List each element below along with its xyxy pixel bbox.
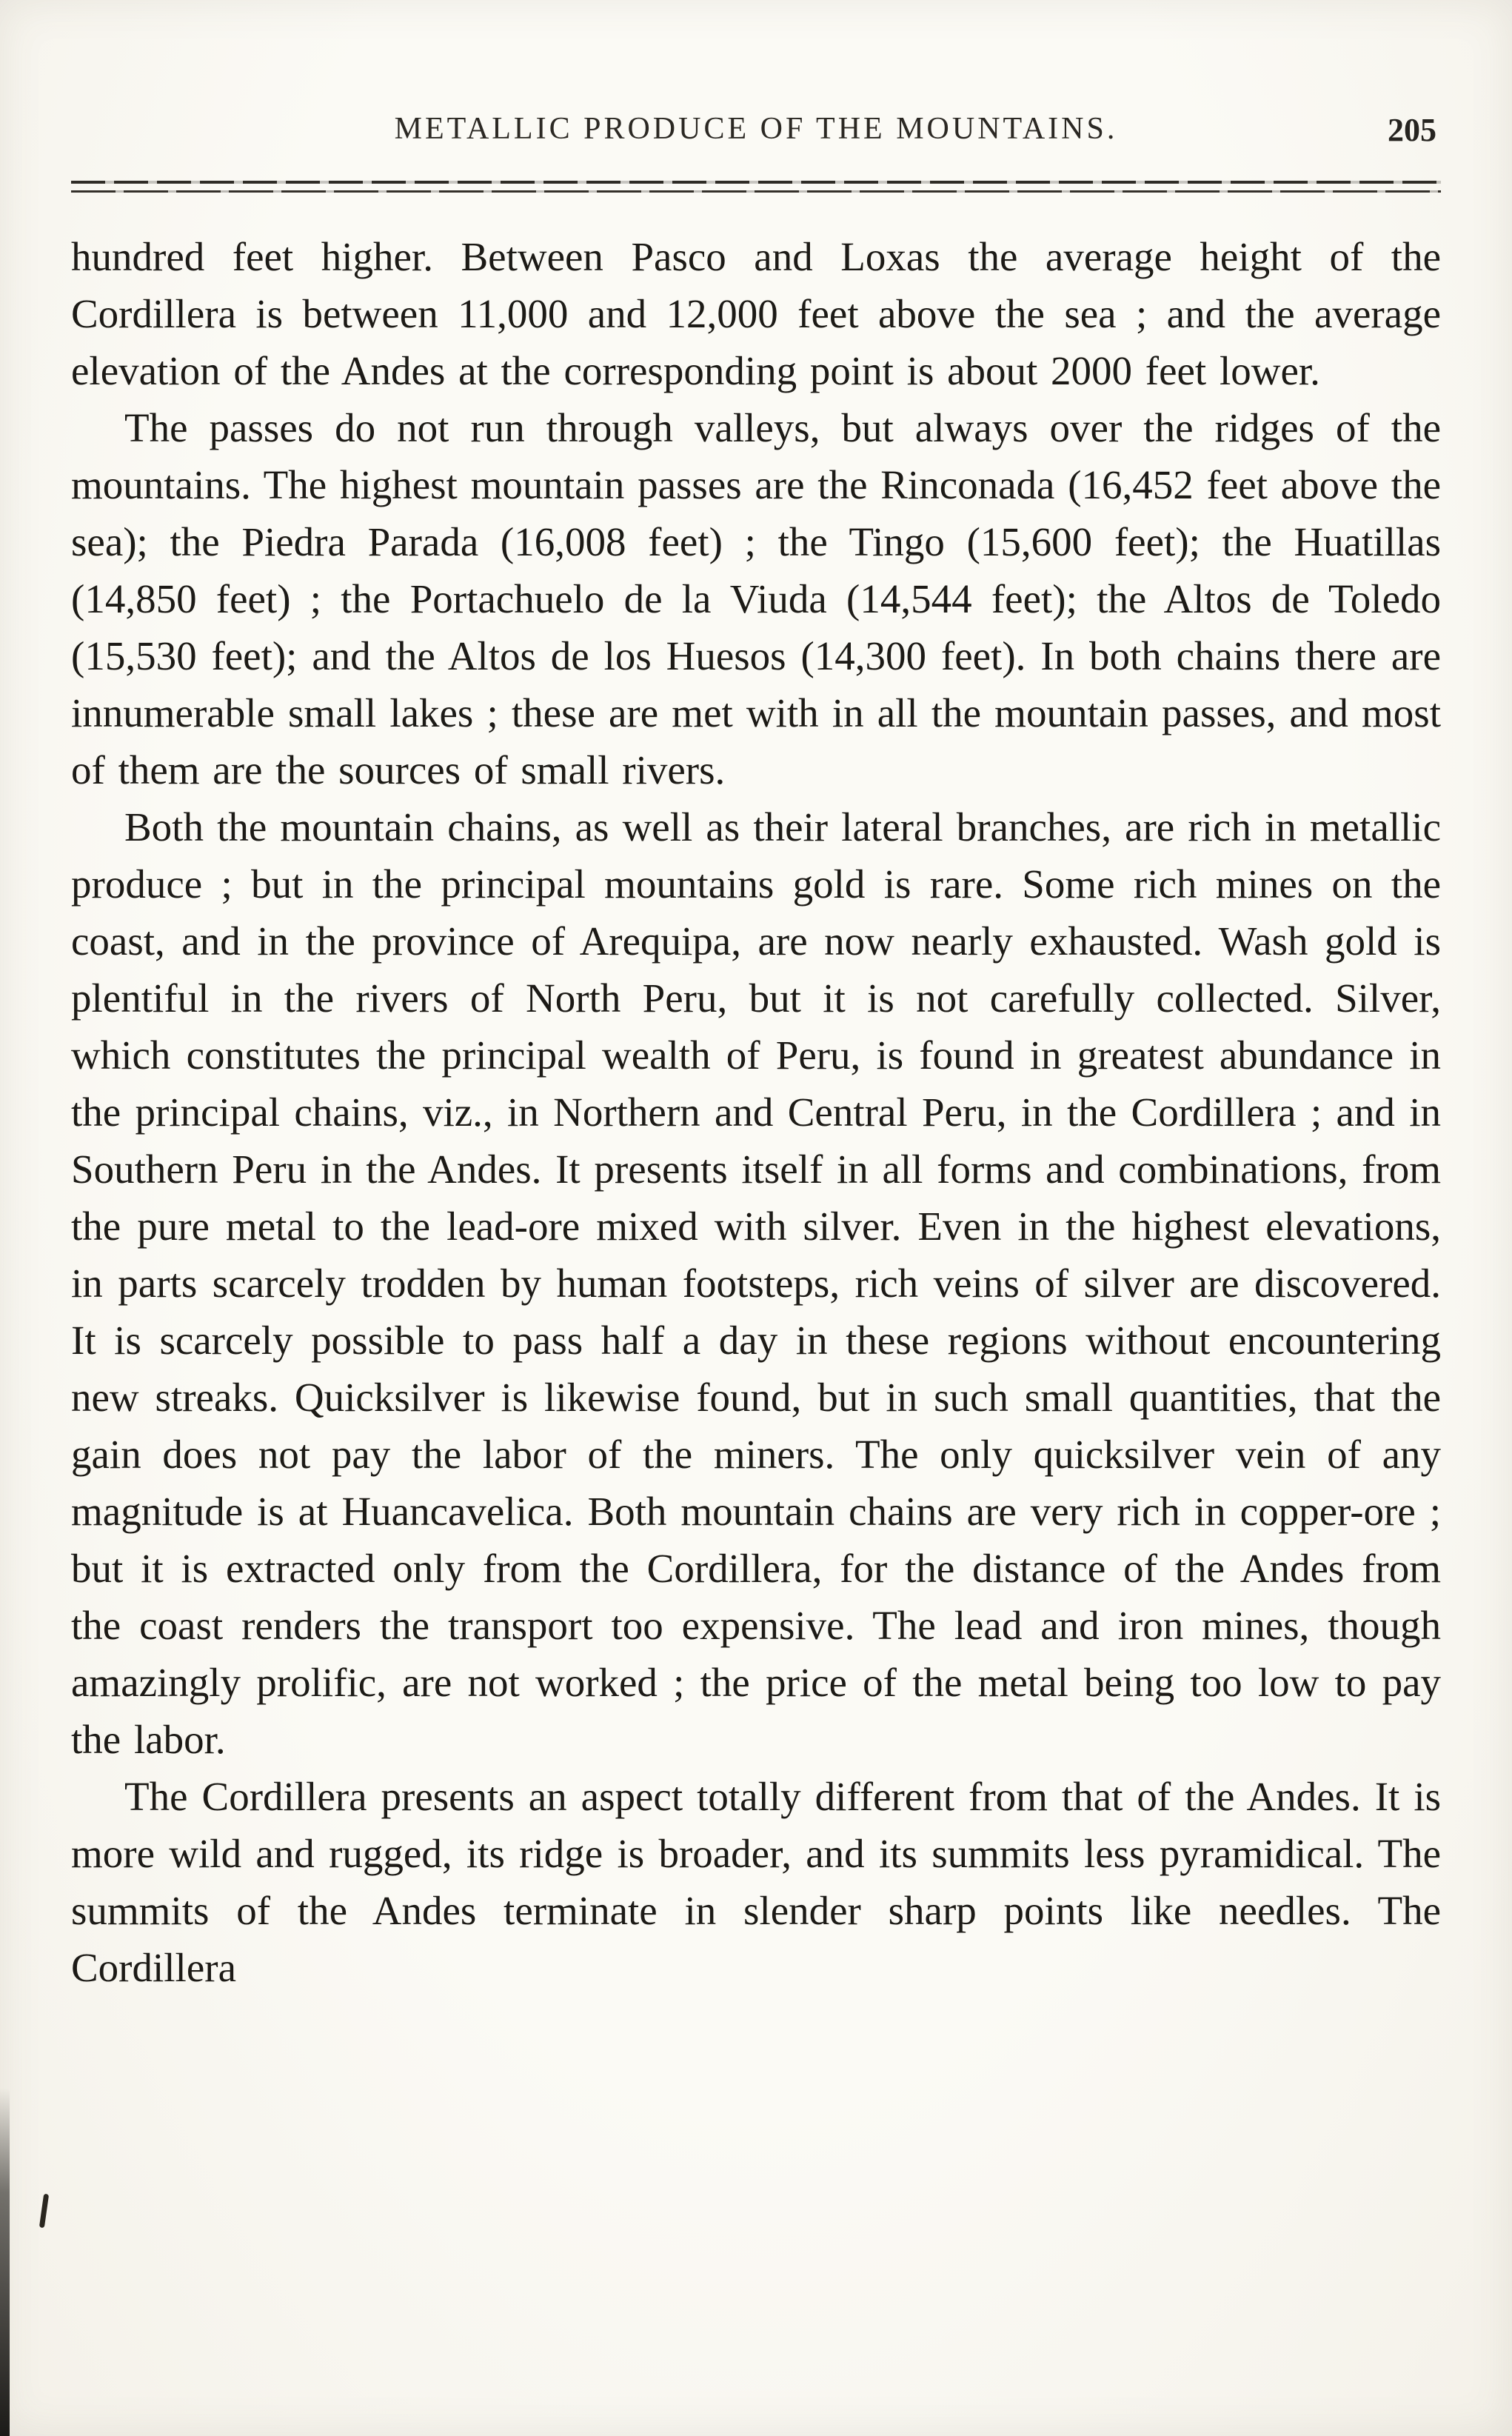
- rule-top-line: [71, 181, 1441, 184]
- rule-bottom-line: [71, 190, 1441, 193]
- paragraph-1: hundred feet higher. Between Pasco and Loxas the average height of the Cordillera is between 11,000 and 12,000 feet above the sea ; and the average elevation of the Andes at the corresponding point is about 2000 feet lower.: [71, 234, 1441, 393]
- scan-artifact-left-edge: [0, 2088, 10, 2436]
- running-head: [71, 111, 1441, 156]
- paragraph-2: The passes do not run through valleys, but always over the ridges of the mountains. The highest mountain passes are the Rinconada (16,452 feet above the sea); the Piedra Parada (16,008 feet) ; the Tingo (15,600 feet); the Huatillas (14,850 feet) ; the Portachuelo de la Viuda (14,544 feet); the Altos de Toledo (15,530 feet); and the Altos de los Huesos (14,300 feet). In both chains there are innumerable small lakes ; these are met with in all the mountain passes, and most of them are the sources of small rivers.: [71, 405, 1441, 792]
- page-body: [71, 228, 1441, 1996]
- page-number: 205: [1388, 112, 1436, 148]
- running-head-title: METALLIC PRODUCE OF THE MOUNTAINS.: [394, 112, 1118, 146]
- scan-artifact-ink-mark: [39, 2194, 49, 2229]
- paragraph-3: Both the mountain chains, as well as their lateral branches, are rich in metallic produce ; but in the principal mountains gold is rare. Some rich mines on the coast, and in the province of Arequipa, are now nearly exhausted. Wash gold is plentiful in the rivers of North Peru, but it is not carefully collected. Silver, which constitutes the principal wealth of Peru, is found in greatest abundance in the principal chains, viz., in Northern and Central Peru, in the Cordillera ; and in Southern Peru in the Andes. It presents itself in all forms and combinations, from the pure metal to the lead-ore mixed with silver. Even in the highest elevations, in parts scarcely trodden by human footsteps, rich veins of silver are discovered. It is scarcely possible to pass half a day in these regions without encountering new streaks. Quicksilver is likewise found, but in such small quantities, that the gain does not pay the labor of the miners. The only quicksilver vein of any magnitude is at Huancavelica. Both mountain chains are very rich in copper-ore ; but it is extracted only from the Cordillera, for the distance of the Andes from the coast renders the transport too expensive. The lead and iron mines, though amazingly prolific, are not worked ; the price of the metal being too low to pay the labor.: [71, 804, 1441, 1762]
- header-double-rule: [71, 181, 1441, 193]
- paragraph-4: The Cordillera presents an aspect totally different from that of the Andes. It is more wild and rugged, its ridge is broader, and its summits less pyramidical. The summits of the Andes terminate in slender sharp points like needles. The Cordillera: [71, 1774, 1441, 1990]
